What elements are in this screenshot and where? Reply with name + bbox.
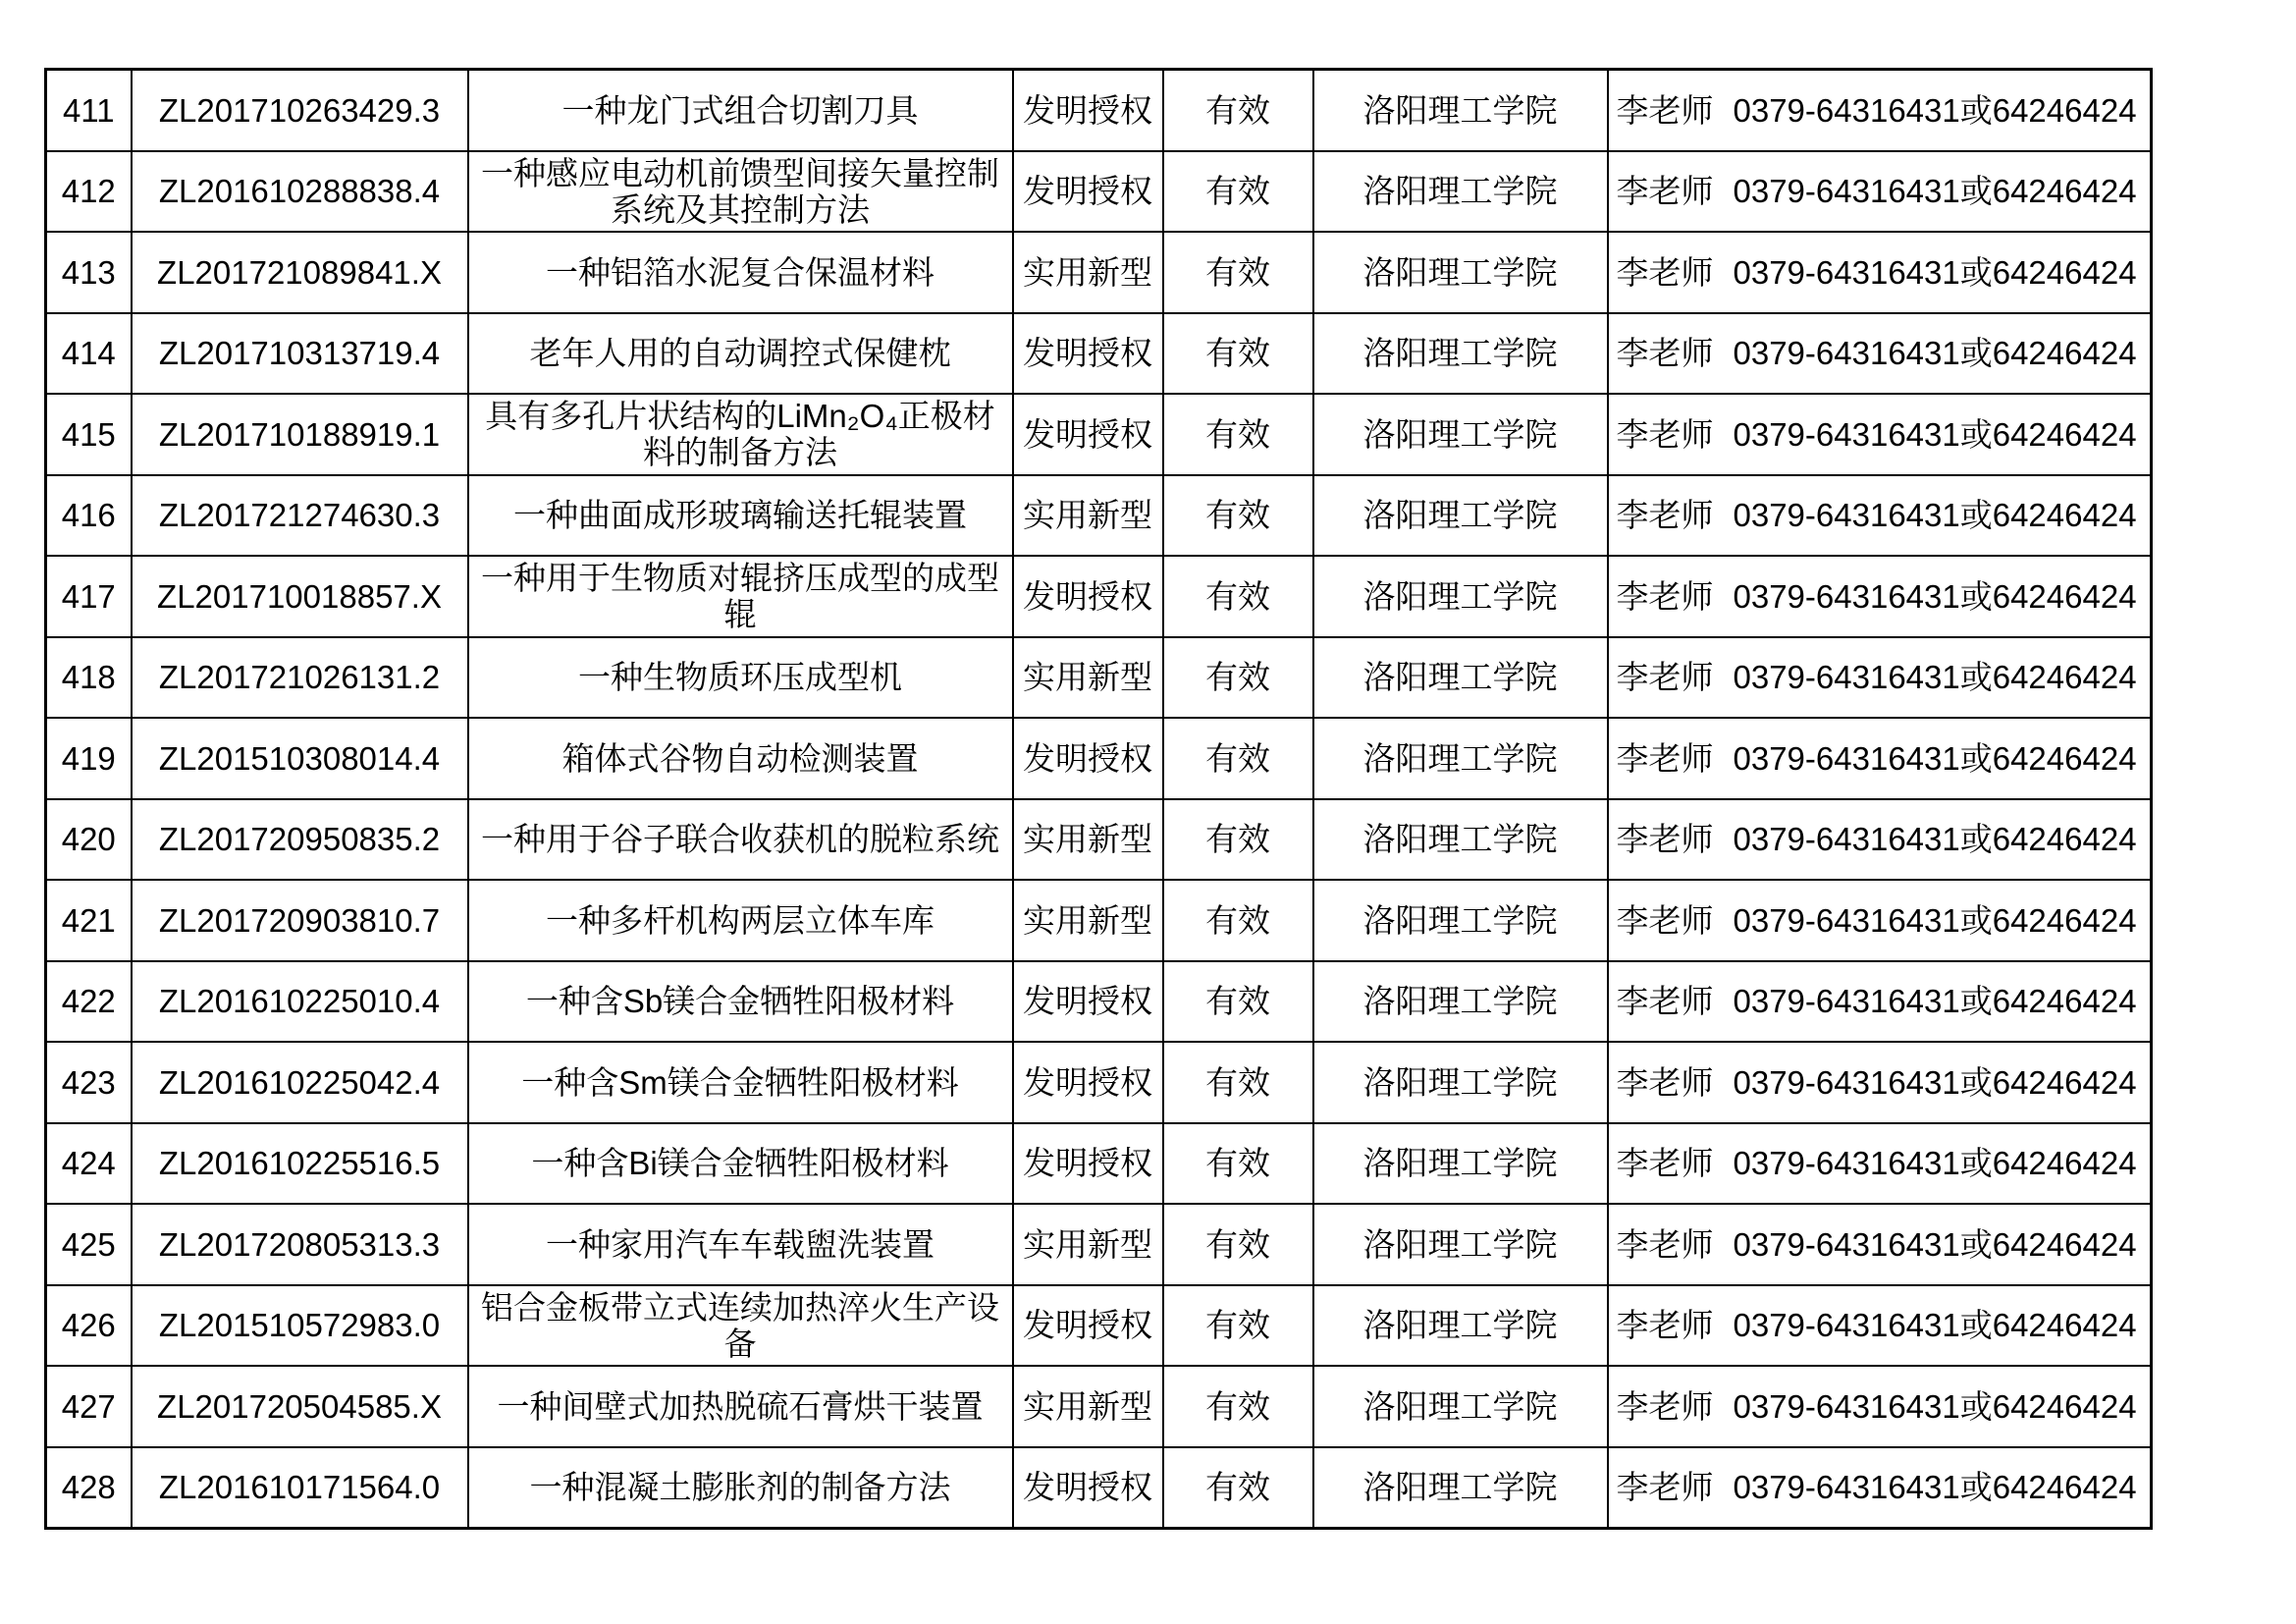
patent-table-body [46,70,2152,1529]
patent-type-cell: 发明授权 [1013,1285,1163,1367]
patent-number-cell: ZL201721274630.3 [132,475,468,557]
contact-cell [1608,1366,2152,1447]
row-number-cell: 426 [46,1285,132,1367]
contact-cell [1608,1204,2152,1285]
patent-holder-cell: 洛阳理工学院 [1313,394,1608,475]
row-number-cell: 423 [46,1042,132,1123]
patent-title-cell: 一种生物质环压成型机 [468,637,1013,719]
patent-table [44,68,2153,1530]
contact-phone: 0379-64316431或64246424 [1733,739,2137,777]
patent-number-cell: ZL201610288838.4 [132,151,468,233]
contact-name: 李老师 [1616,173,1714,210]
contact-cell [1608,1285,2152,1367]
contact-phone: 0379-64316431或64246424 [1733,577,2137,615]
contact-name: 李老师 [1616,1063,1714,1101]
patent-number-cell: ZL201720950835.2 [132,799,468,881]
contact-phone: 0379-64316431或64246424 [1733,1469,2137,1506]
contact-name: 李老师 [1616,1145,1714,1182]
patent-number-cell: ZL201610225042.4 [132,1042,468,1123]
patent-number-cell: ZL201710313719.4 [132,313,468,395]
patent-status-cell: 有效 [1163,961,1313,1043]
table-row [46,151,2152,233]
row-number-cell: 414 [46,313,132,395]
patent-title-cell: 一种含Sb镁合金牺牲阳极材料 [468,961,1013,1043]
patent-type-cell: 实用新型 [1013,475,1163,557]
contact-cell [1608,70,2152,151]
patent-holder-cell: 洛阳理工学院 [1313,1285,1608,1367]
patent-type-cell: 实用新型 [1013,799,1163,881]
contact-phone: 0379-64316431或64246424 [1733,497,2137,534]
row-number-cell: 420 [46,799,132,881]
contact-name: 李老师 [1616,577,1714,615]
patent-holder-cell: 洛阳理工学院 [1313,475,1608,557]
contact-name: 李老师 [1616,1469,1714,1506]
patent-holder-cell: 洛阳理工学院 [1313,1447,1608,1529]
contact-phone: 0379-64316431或64246424 [1733,1225,2137,1263]
row-number-cell: 412 [46,151,132,233]
row-number-cell: 424 [46,1123,132,1205]
patent-status-cell: 有效 [1163,799,1313,881]
patent-number-cell: ZL201710263429.3 [132,70,468,151]
patent-type-cell: 实用新型 [1013,637,1163,719]
row-number-cell: 427 [46,1366,132,1447]
contact-phone: 0379-64316431或64246424 [1733,253,2137,291]
contact-name: 李老师 [1616,415,1714,453]
table-row [46,70,2152,151]
row-number-cell: 415 [46,394,132,475]
row-number-cell: 416 [46,475,132,557]
patent-type-cell: 发明授权 [1013,1123,1163,1205]
contact-phone: 0379-64316431或64246424 [1733,1145,2137,1182]
patent-type-cell: 发明授权 [1013,151,1163,233]
contact-cell [1608,961,2152,1043]
patent-status-cell: 有效 [1163,718,1313,799]
patent-holder-cell: 洛阳理工学院 [1313,556,1608,637]
patent-title-cell: 一种用于生物质对辊挤压成型的成型辊 [468,556,1013,637]
patent-holder-cell: 洛阳理工学院 [1313,961,1608,1043]
patent-number-cell: ZL201610225516.5 [132,1123,468,1205]
table-row [46,1123,2152,1205]
patent-holder-cell: 洛阳理工学院 [1313,1366,1608,1447]
patent-number-cell: ZL201510572983.0 [132,1285,468,1367]
patent-holder-cell: 洛阳理工学院 [1313,1204,1608,1285]
contact-name: 李老师 [1616,1225,1714,1263]
contact-cell [1608,475,2152,557]
patent-type-cell: 发明授权 [1013,556,1163,637]
patent-number-cell: ZL201710018857.X [132,556,468,637]
patent-type-cell: 实用新型 [1013,880,1163,961]
patent-type-cell: 发明授权 [1013,394,1163,475]
patent-title-cell: 一种龙门式组合切割刀具 [468,70,1013,151]
patent-title-cell: 一种家用汽车车载盥洗装置 [468,1204,1013,1285]
patent-number-cell: ZL201720805313.3 [132,1204,468,1285]
patent-status-cell: 有效 [1163,313,1313,395]
patent-type-cell: 发明授权 [1013,70,1163,151]
patent-title-cell: 一种多杆机构两层立体车库 [468,880,1013,961]
patent-number-cell: ZL201610171564.0 [132,1447,468,1529]
patent-number-cell: ZL201510308014.4 [132,718,468,799]
contact-phone: 0379-64316431或64246424 [1733,1307,2137,1344]
patent-status-cell: 有效 [1163,1447,1313,1529]
contact-cell [1608,1447,2152,1529]
patent-holder-cell: 洛阳理工学院 [1313,151,1608,233]
patent-status-cell: 有效 [1163,880,1313,961]
contact-phone: 0379-64316431或64246424 [1733,983,2137,1020]
table-row [46,799,2152,881]
contact-phone: 0379-64316431或64246424 [1733,1063,2137,1101]
patent-title-cell: 一种曲面成形玻璃输送托辊装置 [468,475,1013,557]
patent-number-cell: ZL201720504585.X [132,1366,468,1447]
patent-type-cell: 发明授权 [1013,961,1163,1043]
row-number-cell: 419 [46,718,132,799]
contact-cell [1608,799,2152,881]
patent-type-cell: 发明授权 [1013,313,1163,395]
patent-holder-cell: 洛阳理工学院 [1313,232,1608,313]
row-number-cell: 425 [46,1204,132,1285]
contact-cell [1608,1042,2152,1123]
table-row [46,1447,2152,1529]
contact-name: 李老师 [1616,497,1714,534]
contact-phone: 0379-64316431或64246424 [1733,335,2137,372]
row-number-cell: 413 [46,232,132,313]
patent-number-cell: ZL201720903810.7 [132,880,468,961]
patent-status-cell: 有效 [1163,394,1313,475]
patent-title-cell: 一种混凝土膨胀剂的制备方法 [468,1447,1013,1529]
patent-number-cell: ZL201721026131.2 [132,637,468,719]
row-number-cell: 428 [46,1447,132,1529]
table-row [46,637,2152,719]
patent-title-cell: 一种间壁式加热脱硫石膏烘干装置 [468,1366,1013,1447]
patent-holder-cell: 洛阳理工学院 [1313,70,1608,151]
patent-holder-cell: 洛阳理工学院 [1313,313,1608,395]
contact-name: 李老师 [1616,335,1714,372]
patent-status-cell: 有效 [1163,637,1313,719]
contact-phone: 0379-64316431或64246424 [1733,659,2137,696]
contact-phone: 0379-64316431或64246424 [1733,1387,2137,1425]
patent-title-cell: 一种用于谷子联合收获机的脱粒系统 [468,799,1013,881]
table-row [46,1366,2152,1447]
patent-status-cell: 有效 [1163,1366,1313,1447]
contact-cell [1608,880,2152,961]
table-row [46,880,2152,961]
contact-name: 李老师 [1616,253,1714,291]
patent-type-cell: 实用新型 [1013,1366,1163,1447]
row-number-cell: 418 [46,637,132,719]
patent-title-cell: 箱体式谷物自动检测装置 [468,718,1013,799]
patent-type-cell: 实用新型 [1013,1204,1163,1285]
patent-status-cell: 有效 [1163,475,1313,557]
contact-name: 李老师 [1616,1307,1714,1344]
table-row [46,475,2152,557]
patent-holder-cell: 洛阳理工学院 [1313,1123,1608,1205]
patent-title-cell: 老年人用的自动调控式保健枕 [468,313,1013,395]
contact-phone: 0379-64316431或64246424 [1733,91,2137,129]
table-row [46,1204,2152,1285]
contact-phone: 0379-64316431或64246424 [1733,173,2137,210]
row-number-cell: 421 [46,880,132,961]
table-row [46,394,2152,475]
contact-cell [1608,637,2152,719]
contact-cell [1608,313,2152,395]
patent-status-cell: 有效 [1163,151,1313,233]
contact-name: 李老师 [1616,1387,1714,1425]
patent-holder-cell: 洛阳理工学院 [1313,880,1608,961]
table-row [46,556,2152,637]
patent-type-cell: 发明授权 [1013,1042,1163,1123]
patent-title-cell: 一种铝箔水泥复合保温材料 [468,232,1013,313]
patent-status-cell: 有效 [1163,1204,1313,1285]
table-row [46,961,2152,1043]
patent-status-cell: 有效 [1163,1123,1313,1205]
row-number-cell: 422 [46,961,132,1043]
contact-name: 李老师 [1616,901,1714,939]
contact-phone: 0379-64316431或64246424 [1733,415,2137,453]
contact-phone: 0379-64316431或64246424 [1733,901,2137,939]
patent-holder-cell: 洛阳理工学院 [1313,799,1608,881]
patent-status-cell: 有效 [1163,1285,1313,1367]
patent-title-cell: 铝合金板带立式连续加热淬火生产设备 [468,1285,1013,1367]
patent-number-cell: ZL201710188919.1 [132,394,468,475]
patent-title-cell: 具有多孔片状结构的LiMn₂O₄正极材料的制备方法 [468,394,1013,475]
table-row [46,1042,2152,1123]
contact-name: 李老师 [1616,659,1714,696]
patent-type-cell: 发明授权 [1013,718,1163,799]
table-row [46,232,2152,313]
patent-status-cell: 有效 [1163,232,1313,313]
contact-cell [1608,718,2152,799]
contact-cell [1608,1123,2152,1205]
contact-cell [1608,151,2152,233]
patent-status-cell: 有效 [1163,1042,1313,1123]
patent-holder-cell: 洛阳理工学院 [1313,637,1608,719]
contact-name: 李老师 [1616,983,1714,1020]
patent-status-cell: 有效 [1163,70,1313,151]
contact-cell [1608,394,2152,475]
row-number-cell: 417 [46,556,132,637]
contact-phone: 0379-64316431或64246424 [1733,821,2137,858]
contact-name: 李老师 [1616,739,1714,777]
patent-type-cell: 实用新型 [1013,232,1163,313]
patent-number-cell: ZL201721089841.X [132,232,468,313]
contact-name: 李老师 [1616,91,1714,129]
patent-holder-cell: 洛阳理工学院 [1313,1042,1608,1123]
row-number-cell: 411 [46,70,132,151]
patent-number-cell: ZL201610225010.4 [132,961,468,1043]
patent-status-cell: 有效 [1163,556,1313,637]
patent-title-cell: 一种含Bi镁合金牺牲阳极材料 [468,1123,1013,1205]
patent-type-cell: 发明授权 [1013,1447,1163,1529]
patent-holder-cell: 洛阳理工学院 [1313,718,1608,799]
table-row [46,1285,2152,1367]
table-row [46,313,2152,395]
contact-cell [1608,556,2152,637]
table-row [46,718,2152,799]
contact-name: 李老师 [1616,821,1714,858]
patent-title-cell: 一种含Sm镁合金牺牲阳极材料 [468,1042,1013,1123]
patent-title-cell: 一种感应电动机前馈型间接矢量控制系统及其控制方法 [468,151,1013,233]
contact-cell [1608,232,2152,313]
